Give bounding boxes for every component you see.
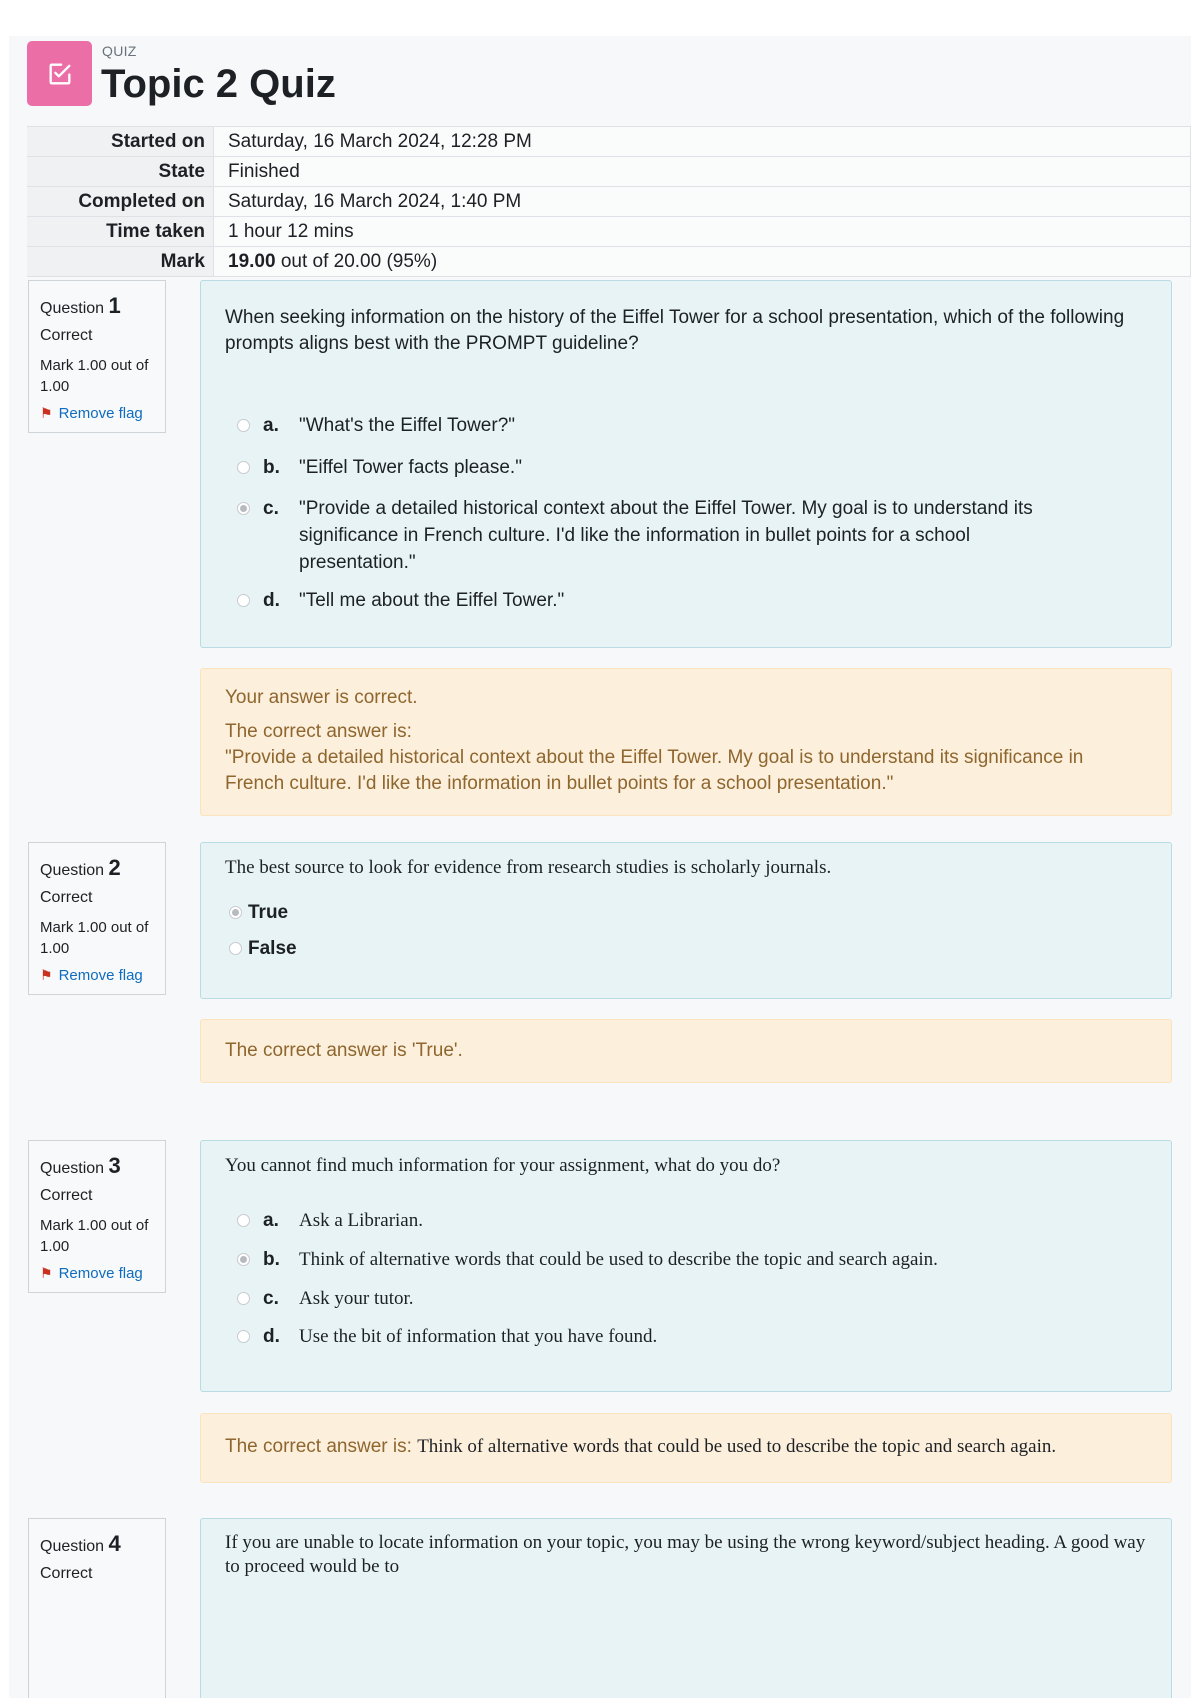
remove-flag-link[interactable] (40, 967, 165, 984)
answer-option-selected[interactable] (237, 495, 1089, 576)
question-1-feedback (200, 668, 1172, 816)
radio-button[interactable] (229, 942, 242, 955)
feedback-label: The correct answer is: (225, 721, 412, 742)
option-text: "Provide a detailed historical context about the Eiffel Tower. My goal is to understand its significance in French culture. I'd like the information in bullet points for a school presentation." (299, 498, 1033, 573)
summary-value: Saturday, 16 March 2024, 12:28 PM (214, 127, 1191, 157)
summary-label: Time taken (27, 217, 214, 247)
answer-option[interactable] (237, 1323, 1089, 1350)
question-2-info (28, 842, 166, 995)
question-text: When seeking information on the history of the Eiffel Tower for a school presentation, which of the following prompts aligns best with the PROMPT guideline? (225, 307, 1125, 354)
summary-row (27, 127, 1191, 157)
answer-option[interactable] (237, 1207, 1089, 1234)
feedback-label: The correct answer is: (225, 1436, 412, 1457)
question-state: Correct (40, 889, 93, 906)
option-letter: d. (263, 590, 280, 611)
radio-button[interactable] (237, 461, 250, 474)
question-number-value: 3 (108, 1153, 121, 1178)
flag-icon: ⚑ (40, 405, 53, 421)
option-text: False (248, 938, 297, 959)
option-text: "Eiffel Tower facts please." (299, 457, 522, 478)
feedback-correct-answer: "Provide a detailed historical context about the Eiffel Tower. My goal is to understand its significance in French culture. I'd like the information in bullet points for a school presentation." (225, 747, 1084, 794)
option-text: Ask a Librarian. (299, 1210, 423, 1231)
question-2-feedback (200, 1019, 1172, 1083)
question-number (40, 855, 165, 881)
summary-row (27, 217, 1191, 247)
feedback-correct-answer: The correct answer is 'True'. (225, 1040, 463, 1061)
option-letter: c. (263, 498, 279, 519)
question-label: Question (40, 1538, 105, 1555)
question-text: The best source to look for evidence from research studies is scholarly journals. (225, 857, 832, 878)
question-label: Question (40, 300, 105, 317)
option-text: "Tell me about the Eiffel Tower." (299, 590, 565, 611)
question-4-info (28, 1518, 166, 1698)
answer-option-selected[interactable] (229, 899, 1038, 926)
option-text: Think of alternative words that could be used to describe the topic and search again. (299, 1249, 938, 1270)
option-text: "What's the Eiffel Tower?" (299, 415, 516, 436)
feedback-correct-answer: Think of alternative words that could be used to describe the topic and search again. (417, 1436, 1057, 1457)
option-text: Use the bit of information that you have found. (299, 1326, 658, 1347)
question-state: Correct (40, 327, 93, 344)
option-letter: b. (263, 1249, 280, 1270)
summary-label: Mark (27, 247, 214, 277)
summary-row (27, 247, 1191, 277)
remove-flag-link[interactable] (40, 405, 165, 422)
summary-mark-value (214, 247, 1191, 277)
answer-option[interactable] (237, 454, 1089, 481)
question-number (40, 1153, 165, 1179)
radio-button-checked[interactable] (229, 906, 242, 919)
question-2-formulation (200, 842, 1172, 999)
flag-icon: ⚑ (40, 1265, 53, 1281)
summary-label: Started on (27, 127, 214, 157)
option-letter: b. (263, 457, 280, 478)
summary-row (27, 157, 1191, 187)
question-4-formulation (200, 1518, 1172, 1698)
page-title: Topic 2 Quiz (101, 62, 336, 106)
answer-option[interactable] (237, 587, 1089, 614)
remove-flag-label: Remove flag (58, 1265, 143, 1282)
option-letter: d. (263, 1326, 280, 1347)
page-header (9, 36, 1191, 126)
flag-icon: ⚑ (40, 967, 53, 983)
radio-button[interactable] (237, 1214, 250, 1227)
option-letter: a. (263, 415, 279, 436)
question-text: If you are unable to locate information on your topic, you may be using the wrong keyword/subject heading. A good way to proceed would be to (225, 1532, 1146, 1577)
question-number-value: 1 (108, 293, 121, 318)
question-label: Question (40, 862, 105, 879)
question-label: Question (40, 1160, 105, 1177)
option-text: Ask your tutor. (299, 1288, 414, 1309)
summary-label: State (27, 157, 214, 187)
feedback-line (225, 1434, 1147, 1460)
radio-button[interactable] (237, 419, 250, 432)
summary-value: Saturday, 16 March 2024, 1:40 PM (214, 187, 1191, 217)
question-1-info (28, 280, 166, 433)
answer-option[interactable] (237, 412, 1089, 439)
question-number-value: 2 (108, 855, 121, 880)
answer-option[interactable] (229, 935, 1038, 962)
summary-value: 1 hour 12 mins (214, 217, 1191, 247)
radio-button[interactable] (237, 594, 250, 607)
radio-button-checked[interactable] (237, 1253, 250, 1266)
summary-label: Completed on (27, 187, 214, 217)
question-3-formulation (200, 1140, 1172, 1392)
question-text: You cannot find much information for your assignment, what do you do? (225, 1155, 781, 1176)
question-mark: Mark 1.00 out of 1.00 (40, 357, 149, 395)
summary-value: Finished (214, 157, 1191, 187)
option-text: True (248, 902, 289, 923)
quiz-review-page (9, 36, 1191, 1698)
question-state: Correct (40, 1187, 93, 1204)
radio-button-checked[interactable] (237, 502, 250, 515)
answer-option-selected[interactable] (237, 1246, 1089, 1273)
quiz-icon (27, 41, 92, 106)
question-number-value: 4 (108, 1531, 121, 1556)
remove-flag-label: Remove flag (58, 967, 143, 984)
question-number (40, 293, 165, 319)
question-3-feedback (200, 1413, 1172, 1483)
answer-option[interactable] (237, 1285, 1089, 1312)
radio-button[interactable] (237, 1292, 250, 1305)
remove-flag-label: Remove flag (58, 405, 143, 422)
summary-row (27, 187, 1191, 217)
radio-button[interactable] (237, 1330, 250, 1343)
option-letter: a. (263, 1210, 279, 1231)
attempt-summary-table (27, 126, 1191, 277)
activity-type-label: QUIZ (102, 43, 137, 59)
feedback-status: Your answer is correct. (225, 687, 418, 708)
question-3-info (28, 1140, 166, 1293)
question-mark: Mark 1.00 out of 1.00 (40, 919, 149, 957)
question-mark: Mark 1.00 out of 1.00 (40, 1217, 149, 1255)
question-state: Correct (40, 1565, 93, 1582)
mark-score: 19.00 (228, 250, 276, 272)
question-1-formulation (200, 280, 1172, 648)
question-number (40, 1531, 165, 1557)
option-letter: c. (263, 1288, 279, 1309)
mark-total: out of 20.00 (95%) (275, 250, 438, 272)
remove-flag-link[interactable] (40, 1265, 165, 1282)
